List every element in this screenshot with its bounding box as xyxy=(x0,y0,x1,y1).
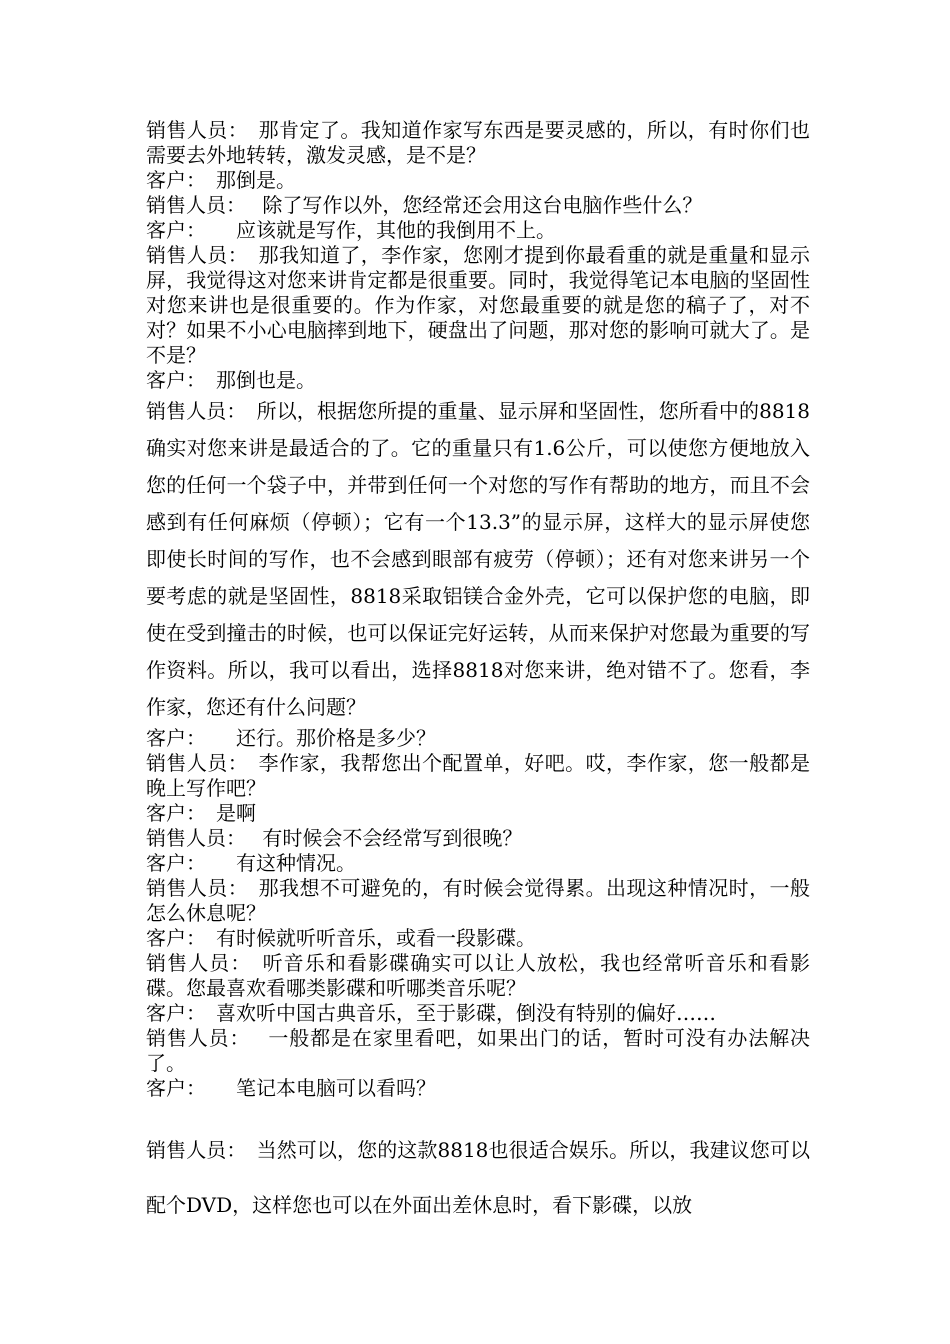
dialogue-line xyxy=(146,826,810,851)
dialogue-text: 当然可以，您的这款8818也很适合娱乐。所以，我建议您可以配个DVD，这样您也可以在外面出差休息时，看下影碟，以放 xyxy=(146,1138,810,1217)
speaker-label: 销售人员： xyxy=(146,399,237,423)
speaker-label: 销售人员： xyxy=(146,118,239,142)
dialogue-text: 李作家，我帮您出个配置单，好吧。哎，李作家，您一般都是晚上写作吧？ xyxy=(146,751,810,800)
document-page xyxy=(146,118,810,1233)
speaker-label: 客户： xyxy=(146,1001,196,1025)
dialogue-line xyxy=(146,243,810,368)
dialogue-line xyxy=(146,801,810,826)
dialogue-text: 所以，根据您所提的重量、显示屏和坚固性，您所看中的8818确实对您来讲是最适合的了。它的重量只有1.6公斤，可以使您方便地放入您的任何一个袋子中，并带到任何一个对您的写作有帮助的地方，而且不会感到有任何麻烦（停顿）；它有一个13.3”的显示屏，这样大的显示屏使您即使长时间的写作，也不会感到眼部有疲劳（停顿）；还有对您来讲另一个要考虑的就是坚固性，8818采取铝镁合金外壳，它可以保护您的电脑，即使在受到撞击的时候，也可以保证完好运转，从而来保护对您最为重要的写作资料。所以，我可以看出，选择8818对您来讲，绝对错不了。您看，李作家，您还有什么问题？ xyxy=(146,399,810,719)
speaker-label: 销售人员： xyxy=(146,243,239,267)
dialogue-line xyxy=(146,1123,810,1233)
dialogue-line xyxy=(146,193,810,218)
dialogue-line xyxy=(146,168,810,193)
dialogue-text: 应该就是写作，其他的我倒用不上。 xyxy=(196,218,556,242)
dialogue-text: 一般都是在家里看吧，如果出门的话，暂时可没有办法解决了。 xyxy=(146,1026,811,1075)
dialogue-line xyxy=(146,1026,810,1076)
speaker-label: 客户： xyxy=(146,801,196,825)
dialogue-text: 那我想不可避免的，有时候会觉得累。出现这种情况时，一般怎么休息呢？ xyxy=(146,876,810,925)
dialogue-line xyxy=(146,118,810,168)
dialogue-line xyxy=(146,926,810,951)
dialogue-line xyxy=(146,726,810,751)
dialogue-text: 那倒也是。 xyxy=(196,368,316,392)
dialogue-text: 有时候就听听音乐，或看一段影碟。 xyxy=(196,926,536,950)
dialogue-line xyxy=(146,368,810,393)
dialogue-line xyxy=(146,851,810,876)
dialogue-text: 喜欢听中国古典音乐，至于影碟，倒没有特别的偏好…… xyxy=(196,1001,716,1025)
speaker-label: 销售人员： xyxy=(146,876,239,900)
speaker-label: 销售人员： xyxy=(146,751,239,775)
speaker-label: 客户： xyxy=(146,368,196,392)
dialogue-text: 是啊 xyxy=(196,801,256,825)
dialogue-text: 还行。那价格是多少？ xyxy=(196,726,436,750)
speaker-label: 客户： xyxy=(146,168,196,192)
speaker-label: 销售人员： xyxy=(146,193,236,217)
dialogue-line xyxy=(146,1076,810,1101)
speaker-label: 客户： xyxy=(146,851,196,875)
dialogue-line xyxy=(146,951,810,1001)
speaker-label: 销售人员： xyxy=(146,1026,241,1050)
dialogue-text: 有这种情况。 xyxy=(196,851,356,875)
speaker-label: 客户： xyxy=(146,218,196,242)
speaker-label: 客户： xyxy=(146,1076,196,1100)
dialogue-line xyxy=(146,218,810,243)
speaker-label: 销售人员： xyxy=(146,951,242,975)
dialogue-line xyxy=(146,393,810,726)
dialogue-text: 那肯定了。我知道作家写东西是要灵感的，所以，有时你们也需要去外地转转，激发灵感，是不是？ xyxy=(146,118,810,167)
speaker-label: 销售人员： xyxy=(146,1138,237,1162)
dialogue-text: 那倒是。 xyxy=(196,168,296,192)
dialogue-text: 除了写作以外，您经常还会用这台电脑作些什么？ xyxy=(236,193,703,217)
dialogue-text: 笔记本电脑可以看吗？ xyxy=(196,1076,436,1100)
dialogue-line xyxy=(146,1001,810,1026)
dialogue-line xyxy=(146,751,810,801)
dialogue-text: 听音乐和看影碟确实可以让人放松，我也经常听音乐和看影碟。您最喜欢看哪类影碟和听哪类音乐呢？ xyxy=(146,951,811,1000)
speaker-label: 客户： xyxy=(146,726,196,750)
dialogue-text: 那我知道了，李作家，您刚才提到你最看重的就是重量和显示屏，我觉得这对您来讲肯定都是很重要。同时，我觉得笔记本电脑的坚固性对您来讲也是很重要的。作为作家，对您最重要的就是您的稿子了，对不对？如果不小心电脑摔到地下，硬盘出了问题，那对您的影响可就大了。是不是？ xyxy=(146,243,810,367)
dialogue-text: 有时候会不会经常写到很晚？ xyxy=(236,826,523,850)
speaker-label: 客户： xyxy=(146,926,196,950)
speaker-label: 销售人员： xyxy=(146,826,236,850)
dialogue-line xyxy=(146,876,810,926)
